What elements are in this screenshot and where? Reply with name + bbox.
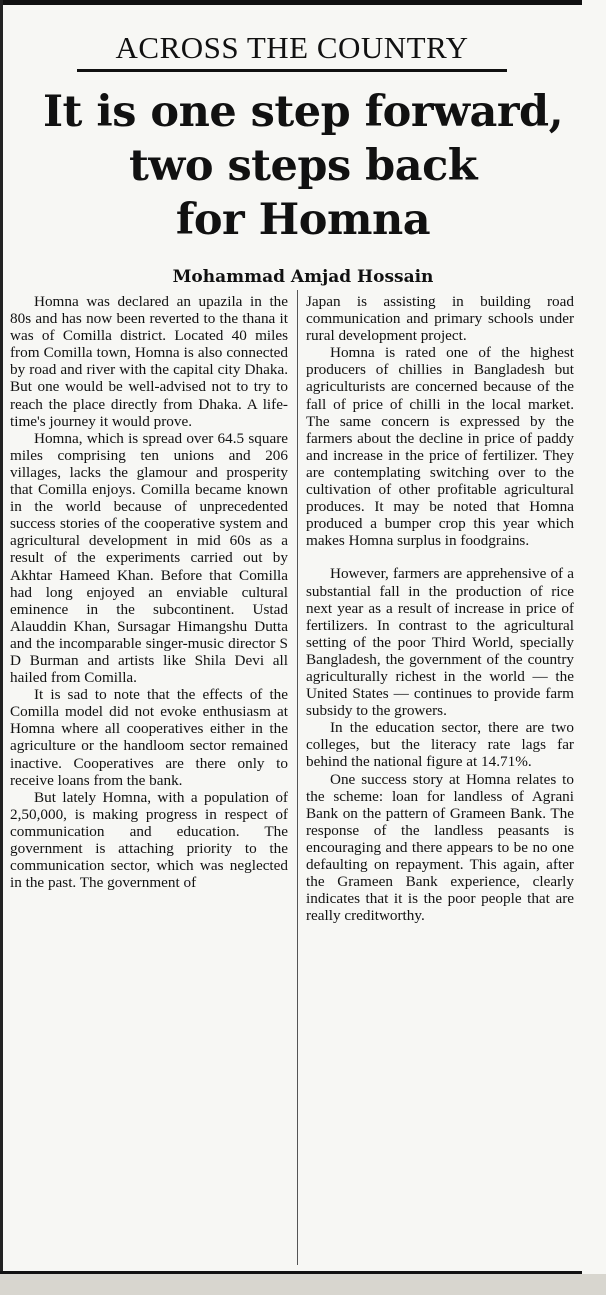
paragraph: It is sad to note that the effects of the Comilla model did not evoke enthusiasm at Homna where all cooperatives either in the agriculture or the handloom sector remained inactive. Cooperatives are there only to receive loans from the bank. — [10, 686, 288, 789]
article-column-right — [306, 293, 574, 924]
headline — [0, 85, 606, 247]
headline-line-2: two steps back — [128, 141, 478, 191]
section-kicker: ACROSS THE COUNTRY — [77, 30, 507, 72]
paragraph: But lately Homna, with a population of 2,50,000, is making progress in respect of communication and education. The government is attaching priority to the communication sector, which was neglected in the past. The government of — [10, 788, 288, 892]
top-rule — [0, 0, 582, 5]
headline-line-1: It is one step forward, — [42, 87, 564, 137]
article-column-left — [10, 293, 288, 891]
byline: Mohammad Amjad Hossain — [172, 267, 434, 287]
paragraph: Homna, which is spread over 64.5 square miles comprising ten unions and 206 villages, lacks the glamour and prosperity that Comilla enjoys. Comilla became known in the world because of unprecedented success stories of the cooperative system and agricultural development in mid 60s as a result of the experiments carried out by Akhtar Hameed Khan. Before that Comilla had long enjoyed an enviable cultural eminence in the subcontinent. Ustad Alauddin Khan, Sursagar Himangshu Dutta and the incomparable singer-music director S D Burman and artists like Shila Devi all hailed from Comilla. — [10, 429, 288, 687]
paragraph: However, farmers are apprehensive of a substantial fall in the production of rice next year as a result of increase in price of fertilizers. In contrast to the agricultural setting of the poor Third World, specially Bangladesh, the government of the country agriculturally richest in the world — the United States — continues to provide farm subsidy to the growers. — [306, 565, 574, 720]
bottom-strip — [0, 1274, 606, 1295]
headline-line-3: for Homna — [175, 195, 431, 245]
paragraph: Homna was declared an upazila in the 80s and has now been reverted to the thana it was of Comilla district. Located 40 miles from Comilla town, Homna is also connected by road and river with the capital city Dhaka. But one would be well-advised not to try to reach the place directly from Dhaka. A life-time's journey it would prove. — [10, 293, 288, 430]
paragraph: Homna is rated one of the highest producers of chillies in Bangladesh but agriculturists are concerned because of the fall of price of chilli in the local market. The same concern is expressed by the farmers about the decline in price of paddy and increase in the price of fertilizer. They are contemplating switching over to the cultivation of other profitable agricultural produces. It may be noted that Homna produced a bumper crop this year which makes Homna surplus in foodgrains. — [306, 344, 574, 550]
column-divider — [297, 290, 298, 1265]
paragraph: In the education sector, there are two colleges, but the literacy rate lags far behind the national figure at 14.71%. — [306, 719, 574, 771]
paragraph: One success story at Homna relates to the scheme: loan for landless of Agrani Bank on the pattern of Grameen Bank. The response of the landless peasants is encouraging and there appears to be no one defaulting on repayment. This again, after the Grameen Bank experience, clearly indicates that it is the poor people that are really creditworthy. — [306, 770, 574, 925]
section-kicker-box — [77, 30, 507, 72]
paragraph: Japan is assisting in building road communication and primary schools under rural development project. — [306, 293, 574, 345]
